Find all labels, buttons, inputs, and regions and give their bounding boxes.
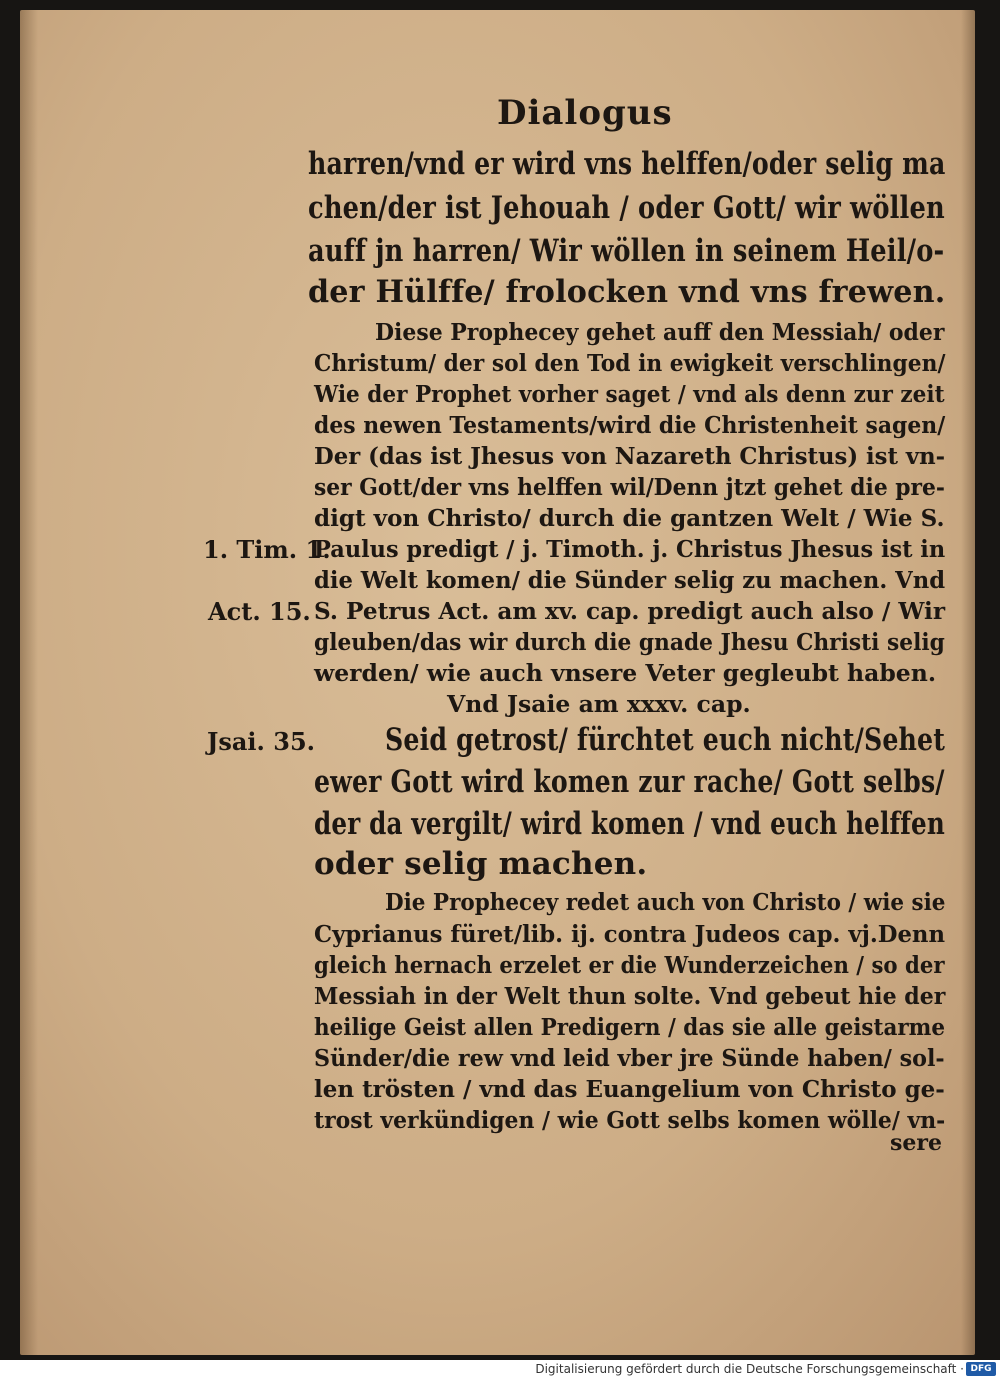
text-line: Wie der Prophet vorher saget / vnd als denn zur zeit xyxy=(314,380,945,408)
text-line: des newen Testaments/wird die Christenheit sagen/ xyxy=(314,411,946,439)
footer-credit: Digitalisierung gefördert durch die Deutsche Forschungsgemeinschaft · xyxy=(535,1362,964,1376)
text-line: trost verkündigen / wie Gott selbs komen wölle/ vn- xyxy=(314,1106,946,1134)
subheading: Vnd Jsaie am xxxv. cap. xyxy=(447,690,751,718)
text-line: der Hülffe/ frolocken vnd vns frewen. xyxy=(308,274,946,310)
text-line: heilige Geist allen Predigern / das sie alle geistarme xyxy=(314,1013,946,1041)
text-line: Die Prophecey redet auch von Christo / wie sie xyxy=(385,888,946,916)
text-line: Diese Prophecey gehet auff den Messiah/ oder xyxy=(375,318,945,346)
text-line: digt von Christo/ durch die gantzen Welt / Wie S. xyxy=(314,504,945,532)
catchword: sere xyxy=(890,1130,942,1156)
page-gutter-shadow xyxy=(20,10,38,1355)
text-line: die Welt komen/ die Sünder selig zu machen. Vnd xyxy=(314,566,946,594)
text-line: len trösten / vnd das Euangelium von Christo ge- xyxy=(314,1075,945,1103)
text-line: der da vergilt/ wird komen / vnd euch helffen xyxy=(314,806,945,842)
text-line: gleich hernach erzelet er die Wunderzeichen / so der xyxy=(314,951,945,979)
text-line: Cyprianus füret/lib. ij. contra Judeos cap. vj.Denn xyxy=(314,920,946,948)
text-line: Seid getrost/ fürchtet euch nicht/Sehet xyxy=(385,722,946,758)
text-line: Paulus predigt / j. Timoth. j. Christus Jhesus ist in xyxy=(314,535,946,563)
text-line: oder selig machen. xyxy=(314,846,648,882)
text-line: ewer Gott wird komen zur rache/ Gott selbs/ xyxy=(314,764,945,800)
text-line: harren/vnd er wird vns helffen/oder selig ma xyxy=(308,146,946,182)
footer-bar xyxy=(0,1360,1000,1379)
text-line: Messiah in der Welt thun solte. Vnd gebeut hie der xyxy=(314,982,946,1010)
text-line: chen/der ist Jehouah / oder Gott/ wir wöllen xyxy=(308,190,945,226)
text-line: gleuben/das wir durch die gnade Jhesu Christi selig xyxy=(314,628,945,656)
text-line: ser Gott/der vns helffen wil/Denn jtzt gehet die pre- xyxy=(314,473,945,501)
margin-note: Act. 15. xyxy=(208,597,311,626)
dfg-logo-icon xyxy=(966,1362,996,1376)
margin-note: Jsai. 35. xyxy=(207,727,315,756)
text-line: S. Petrus Act. am xv. cap. predigt auch also / Wir xyxy=(314,597,946,625)
text-line: auff jn harren/ Wir wöllen in seinem Heil/o- xyxy=(308,233,945,269)
dfg-logo-text: DFG xyxy=(970,1364,992,1374)
text-line: Christum/ der sol den Tod in ewigkeit verschlingen/ xyxy=(314,349,946,377)
text-line: Der (das ist Jhesus von Nazareth Christus) ist vn- xyxy=(314,442,946,470)
text-line: Sünder/die rew vnd leid vber jre Sünde haben/ sol- xyxy=(314,1044,945,1072)
margin-note: 1. Tim. 1. xyxy=(203,535,331,564)
page-header: Dialogus xyxy=(497,93,673,133)
page-edge-shadow xyxy=(961,10,975,1355)
text-line: werden/ wie auch vnsere Veter gegleubt haben. xyxy=(314,659,937,687)
